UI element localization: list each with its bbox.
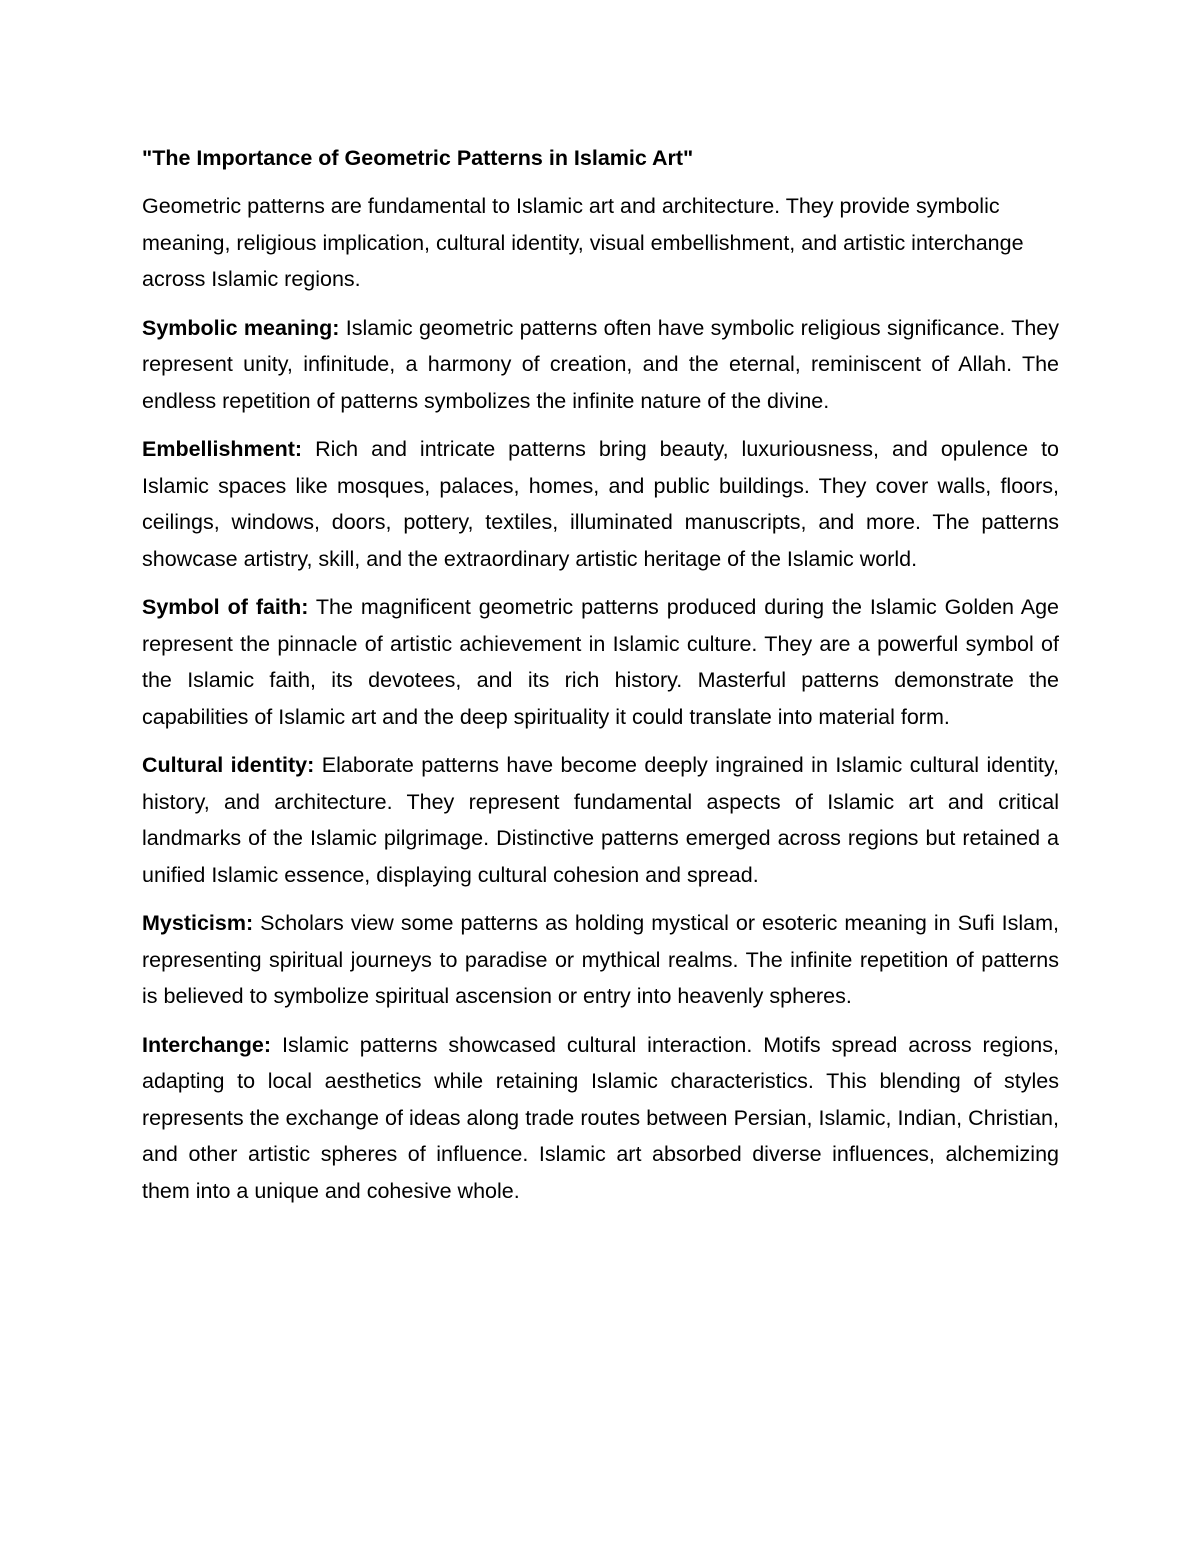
document-title: "The Importance of Geometric Patterns in Islamic Art" [142, 146, 694, 170]
section-term: Symbolic meaning: [142, 315, 340, 340]
section-term: Interchange: [142, 1032, 272, 1057]
section-text: Scholars view some patterns as holding mystical or esoteric meaning in Sufi Islam, representing spiritual journeys to paradise or mythical realms. The infinite repetition of patterns is believed to symbolize spiritual ascension or entry into heavenly spheres. [142, 911, 1059, 1008]
section-text: Rich and intricate patterns bring beauty, luxuriousness, and opulence to Islamic spaces like mosques, palaces, homes, and public buildings. They cover walls, floors, ceilings, windows, doors, pottery, textiles, illuminated manuscripts, and more. The patterns showcase artistry, skill, and the extraordinary artistic heritage of the Islamic world. [142, 437, 1059, 571]
section-cultural-identity [142, 747, 1059, 893]
section-symbolic-meaning [142, 310, 1059, 420]
section-term: Embellishment: [142, 437, 303, 461]
section-text: Islamic patterns showcased cultural interaction. Motifs spread across regions, adapting to local aesthetics while retaining Islamic characteristics. This blending of styles represents the exchange of ideas along trade routes between Persian, Islamic, Indian, Christian, and other artistic spheres of influence. Islamic art absorbed diverse influences, alchemizing them into a unique and cohesive whole. [142, 1032, 1059, 1203]
section-text: Islamic geometric patterns often have symbolic religious significance. They represent unity, infinitude, a harmony of creation, and the eternal, reminiscent of Allah. The endless repetition of patterns symbolizes the infinite nature of the divine. [142, 315, 1059, 413]
section-term: Cultural identity: [142, 753, 315, 777]
section-text: Elaborate patterns have become deeply ingrained in Islamic cultural identity, history, and architecture. They represent fundamental aspects of Islamic art and critical landmarks of the Islamic pilgrimage. Distinctive patterns emerged across regions but retained a unified Islamic essence, displaying cultural cohesion and spread. [142, 753, 1059, 887]
section-symbol-of-faith [142, 589, 1059, 735]
section-term: Symbol of faith: [142, 595, 309, 619]
document-body [142, 140, 1059, 1221]
section-embellishment [142, 431, 1059, 577]
intro-paragraph: Geometric patterns are fundamental to Islamic art and architecture. They provide symbolic meaning, religious implication, cultural identity, visual embellishment, and artistic interchange across Islamic regions. [142, 194, 1024, 291]
section-term: Mysticism: [142, 911, 254, 935]
section-interchange [142, 1027, 1059, 1210]
section-mysticism [142, 905, 1059, 1015]
section-text: The magnificent geometric patterns produced during the Islamic Golden Age represent the pinnacle of artistic achievement in Islamic culture. They are a powerful symbol of the Islamic faith, its devotees, and its rich history. Masterful patterns demonstrate the capabilities of Islamic art and the deep spirituality it could translate into material form. [142, 595, 1059, 729]
